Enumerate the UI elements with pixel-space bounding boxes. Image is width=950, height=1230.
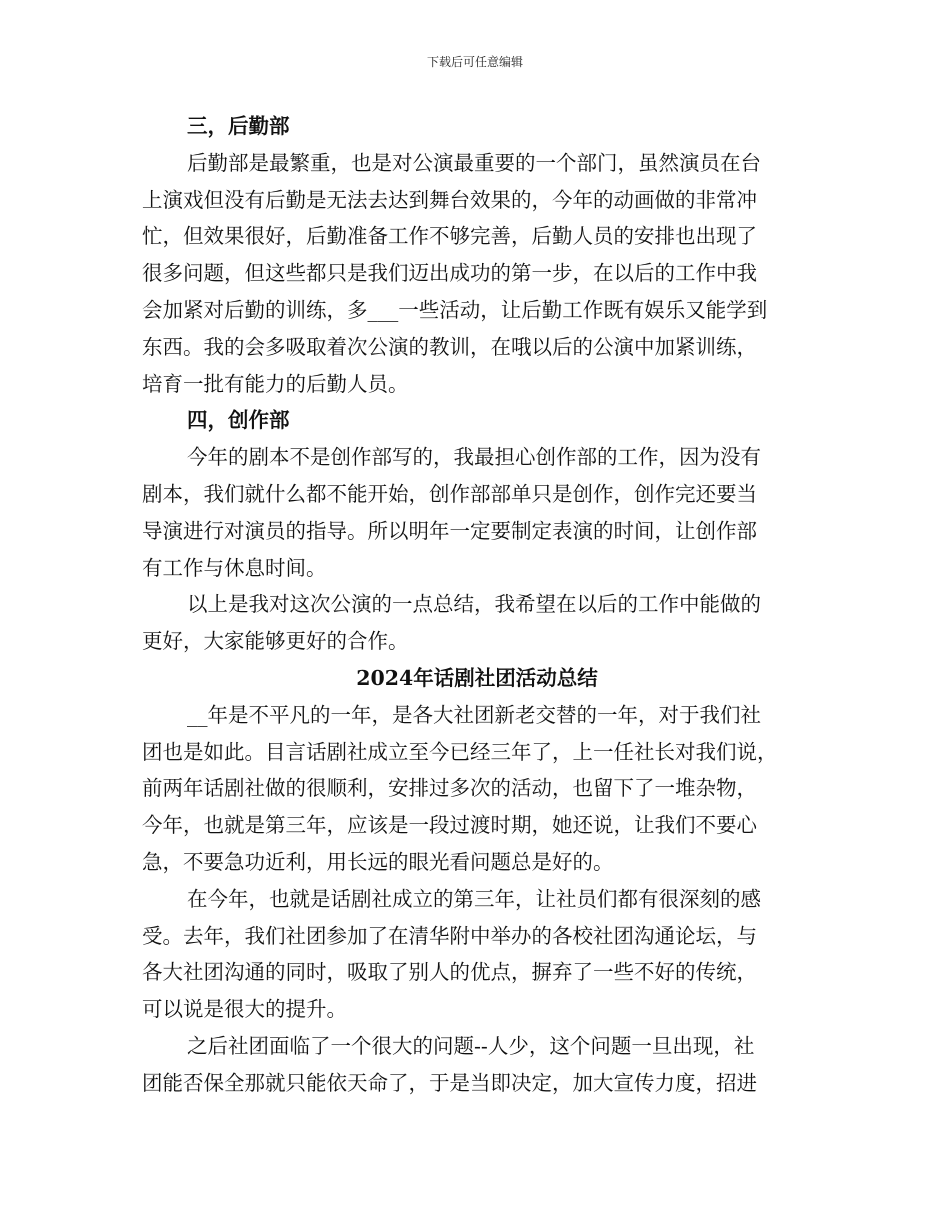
- paragraph-line: 导演进行对演员的指导。所以明年一定要制定表演的时间，让创作部: [142, 518, 757, 543]
- paragraph-line: 各大社团沟通的同时，吸取了别人的优点，摒弃了一些不好的传统，: [142, 960, 757, 985]
- paragraph-line: 今年的剧本不是创作部写的，我最担心创作部的工作，因为没有: [187, 445, 761, 470]
- paragraph-line: 更好，大家能够更好的合作。: [142, 629, 409, 654]
- paragraph-line: 今年，也就是第三年，应该是一段过渡时期，她还说，让我们不要心: [142, 813, 757, 838]
- page-header: 下载后可任意编辑: [426, 55, 523, 69]
- section-heading-logistics: 三，后勤部: [187, 114, 290, 138]
- paragraph-line: 上演戏但没有后勤是无法去达到舞台效果的，今年的动画做的非常冲: [142, 187, 757, 212]
- paragraph-line: 在今年，也就是话剧社成立的第三年，让社员们都有很深刻的感: [187, 886, 761, 911]
- paragraph-line: 培育一批有能力的后勤人员。: [142, 371, 409, 396]
- paragraph-line: 团也是如此。目言话剧社成立至今已经三年了，上一任社长对我们说，: [142, 739, 778, 764]
- paragraph-line: 受。去年，我们社团参加了在清华附中举办的各校社团沟通论坛，与: [142, 923, 757, 948]
- paragraph-line: 忙，但效果很好，后勤准备工作不够完善，后勤人员的安排也出现了: [142, 224, 757, 249]
- paragraph-line: 前两年话剧社做的很顺利，安排过多次的活动，也留下了一堆杂物，: [142, 776, 757, 801]
- section-heading-creative: 四，创作部: [187, 408, 290, 433]
- paragraph-line: 后勤部是最繁重，也是对公演最重要的一个部门，虽然演员在台: [187, 150, 761, 175]
- paragraph-line: __年是不平凡的一年，是各大社团新老交替的一年，对于我们社: [187, 702, 761, 727]
- paragraph-line: 以上是我对这次公演的一点总结，我希望在以后的工作中能做的: [187, 592, 761, 617]
- document-body: [142, 108, 812, 1102]
- article-title: 2024年话剧社团活动总结: [356, 665, 598, 690]
- paragraph-line: 团能否保全那就只能依天命了，于是当即决定，加大宣传力度，招进: [142, 1070, 757, 1095]
- paragraph-line: 有工作与休息时间。: [142, 555, 327, 580]
- paragraph-line: 很多问题，但这些都只是我们迈出成功的第一步，在以后的工作中我: [142, 261, 757, 286]
- paragraph-line: 东西。我的会多吸取着次公演的教训，在哦以后的公演中加紧训练，: [142, 334, 757, 359]
- paragraph-line: 之后社团面临了一个很大的问题--人少，这个问题一旦出现，社: [187, 1033, 755, 1058]
- paragraph-line: 会加紧对后勤的训练，多___一些活动，让后勤工作既有娱乐又能学到: [142, 297, 768, 322]
- paragraph-line: 剧本，我们就什么都不能开始，创作部部单只是创作，创作完还要当: [142, 481, 757, 506]
- paragraph-line: 急，不要急功近利，用长远的眼光看问题总是好的。: [142, 849, 614, 874]
- paragraph-line: 可以说是很大的提升。: [142, 997, 347, 1022]
